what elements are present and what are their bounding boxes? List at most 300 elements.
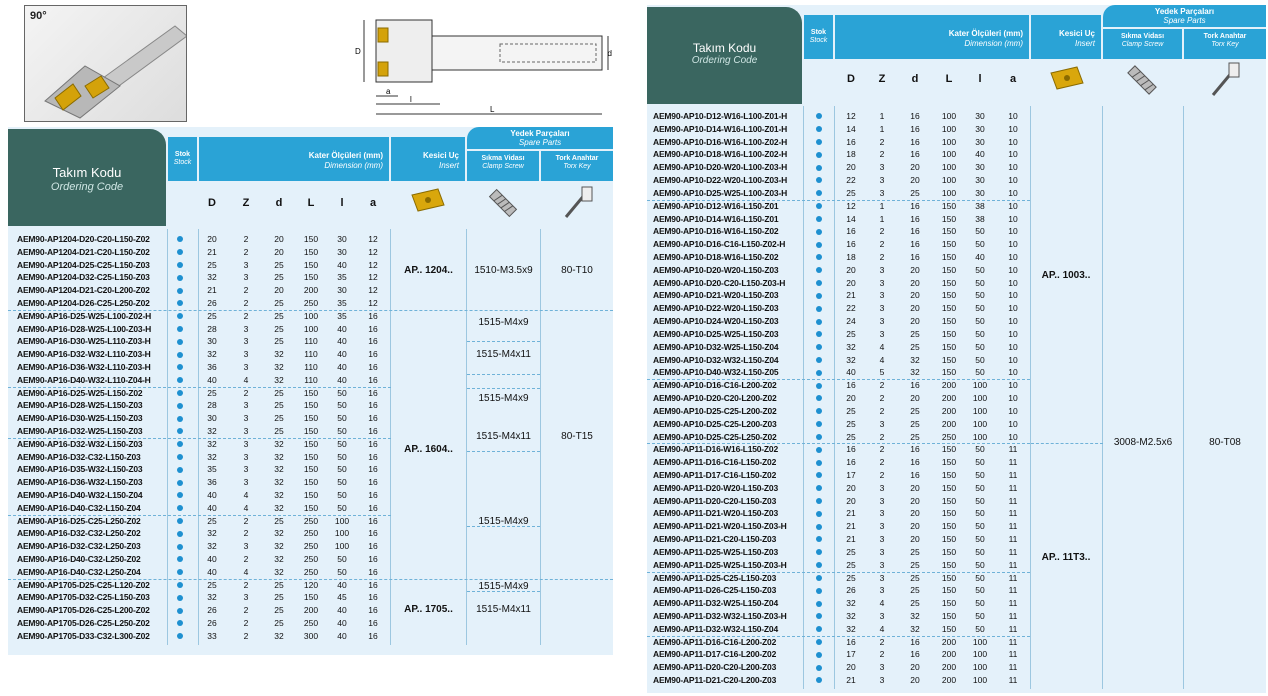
table-row bbox=[647, 302, 1030, 315]
table-row bbox=[8, 284, 391, 297]
dimension-value: 100 bbox=[941, 187, 957, 198]
dimension-value: 250 bbox=[303, 515, 319, 526]
dimension-value: 10 bbox=[1008, 162, 1018, 173]
group-separator bbox=[8, 387, 391, 388]
table-row bbox=[647, 431, 1030, 444]
dimension-value: 11 bbox=[1008, 521, 1018, 532]
dimension-value: 250 bbox=[303, 528, 319, 539]
table-row bbox=[8, 348, 391, 361]
dimension-value: 50 bbox=[975, 367, 985, 378]
dimension-header: Kater Ölçüleri (mm) Dimension (mm) bbox=[199, 137, 389, 181]
ordering-code: AEM90-AP11-D25-C25-L150-Z03 bbox=[653, 572, 777, 583]
dimension-value: 12 bbox=[368, 298, 378, 308]
dimension-value: 30 bbox=[975, 175, 985, 186]
table-row bbox=[647, 636, 1030, 649]
table-row bbox=[8, 361, 391, 374]
insert-separator bbox=[1031, 443, 1103, 444]
ordering-code: AEM90-AP10-D20-C20-L200-Z02 bbox=[653, 393, 777, 404]
dimension-value: 11 bbox=[1008, 534, 1018, 545]
dimension-value: 10 bbox=[1008, 341, 1018, 352]
dimension-value: 150 bbox=[941, 316, 957, 327]
dimension-value: 120 bbox=[303, 579, 319, 590]
dimension-value: 35 bbox=[207, 464, 217, 475]
dimension-value: 30 bbox=[975, 136, 985, 147]
ordering-code: AEM90-AP11-D20-C20-L200-Z03 bbox=[653, 662, 777, 673]
table-row bbox=[8, 463, 391, 476]
dimension-value: 50 bbox=[337, 490, 347, 500]
dimension-value: 50 bbox=[975, 572, 985, 583]
dimension-value: 25 bbox=[207, 579, 217, 590]
dimension-value: 16 bbox=[846, 380, 856, 391]
ordering-code: AEM90-AP11-D32-W25-L150-Z04 bbox=[653, 598, 778, 609]
ordering-code: AEM90-AP10-D20-W20-L150-Z03 bbox=[653, 264, 779, 275]
ordering-code: AEM90-AP11-D20-W20-L150-Z03 bbox=[653, 482, 778, 493]
dimension-value: 150 bbox=[941, 457, 957, 468]
ordering-code: AEM90-AP11-D26-C25-L150-Z03 bbox=[653, 585, 777, 596]
ordering-code: AEM90-AP11-D21-W20-L150-Z03 bbox=[653, 508, 778, 519]
dimension-value: 50 bbox=[975, 534, 985, 545]
stock-dot-icon bbox=[177, 249, 183, 255]
dimension-value: 20 bbox=[910, 534, 920, 545]
table-row bbox=[8, 310, 391, 323]
stock-dot-icon bbox=[816, 460, 822, 466]
stock-dot-icon bbox=[177, 262, 183, 268]
dimension-value: 150 bbox=[303, 259, 319, 270]
dimension-value: 35 bbox=[337, 310, 347, 321]
dimension-value: 28 bbox=[207, 323, 217, 334]
clamp-screw-code: 1510-M3.5x9 bbox=[474, 265, 533, 276]
stock-dot-icon bbox=[177, 518, 183, 524]
dimension-value: 16 bbox=[368, 579, 378, 590]
dimension-value: 16 bbox=[910, 149, 920, 160]
dimension-value: 30 bbox=[975, 187, 985, 198]
dimension-value: 20 bbox=[846, 482, 856, 493]
stock-dot-icon bbox=[816, 216, 822, 222]
clamp-screw-code: 1515-M4x9 bbox=[478, 393, 529, 404]
stock-dot-icon bbox=[177, 556, 183, 562]
dimension-value: 10 bbox=[1008, 367, 1018, 378]
stock-dot-icon bbox=[816, 331, 822, 337]
dimension-value: 22 bbox=[846, 303, 856, 314]
torx-key-code: 80-T10 bbox=[561, 265, 593, 276]
dimension-value: 2 bbox=[243, 554, 249, 564]
ordering-code: AEM90-AP10-D21-W20-L150-Z03 bbox=[653, 290, 779, 301]
dimension-value: 2 bbox=[243, 618, 249, 628]
dimension-value: 16 bbox=[910, 444, 920, 455]
dimension-value: 150 bbox=[941, 610, 957, 621]
insert-header: Kesici Uç Insert bbox=[1031, 15, 1101, 59]
stock-dot-icon bbox=[816, 344, 822, 350]
dimension-value: 150 bbox=[941, 213, 957, 224]
dimension-value: 25 bbox=[274, 413, 284, 424]
dimension-value: 32 bbox=[846, 623, 856, 634]
dimension-value: 3 bbox=[879, 610, 885, 621]
table-row bbox=[8, 476, 391, 489]
dimension-value: 3 bbox=[243, 464, 249, 475]
dimension-value: 16 bbox=[846, 636, 856, 647]
dimension-value: 17 bbox=[846, 469, 856, 480]
dimension-value: 20 bbox=[274, 234, 284, 244]
end-mill-illustration bbox=[25, 6, 187, 122]
dimension-value: 150 bbox=[941, 328, 957, 339]
ordering-code: AEM90-AP16-D32-W32-L110-Z03-H bbox=[17, 349, 151, 360]
dimension-value: 150 bbox=[941, 277, 957, 288]
ordering-code: AEM90-AP10-D20-C20-L150-Z03-H bbox=[653, 277, 786, 288]
stock-dot-icon bbox=[177, 595, 183, 601]
table-row bbox=[8, 579, 391, 592]
column-header-L: L bbox=[945, 73, 953, 85]
dimension-value: 33 bbox=[207, 630, 217, 641]
dimension-value: 25 bbox=[910, 546, 920, 557]
group-separator bbox=[8, 515, 391, 516]
dimension-value: 200 bbox=[941, 380, 957, 391]
dimension-value: 32 bbox=[274, 451, 284, 462]
stock-dot-icon bbox=[816, 562, 822, 568]
dimension-value: 30 bbox=[975, 162, 985, 173]
stock-dot-icon bbox=[177, 582, 183, 588]
dimension-value: 20 bbox=[910, 277, 920, 288]
dimension-value: 16 bbox=[910, 136, 920, 147]
dimension-value: 150 bbox=[941, 341, 957, 352]
dimension-value: 50 bbox=[975, 341, 985, 352]
clamp-screw-code: 1515-M4x11 bbox=[476, 431, 531, 443]
ordering-code: AEM90-AP16-D25-W25-L150-Z02 bbox=[17, 387, 143, 398]
dimension-value: 16 bbox=[368, 605, 378, 616]
group-separator bbox=[647, 636, 1030, 637]
dimension-value: 200 bbox=[941, 393, 957, 404]
group-separator bbox=[647, 443, 1030, 444]
dimension-value: 25 bbox=[207, 310, 217, 321]
table-row bbox=[8, 489, 391, 502]
dimension-value: 32 bbox=[910, 610, 920, 621]
dimension-value: 50 bbox=[337, 438, 347, 449]
dimension-value: 25 bbox=[274, 336, 284, 347]
dimension-value: 3 bbox=[879, 187, 885, 198]
dimension-value: 40 bbox=[337, 618, 347, 628]
ordering-code: AEM90-AP16-D32-W32-L150-Z03 bbox=[17, 438, 143, 449]
dimension-value: 150 bbox=[303, 502, 319, 513]
dimension-value: 25 bbox=[910, 431, 920, 442]
dimension-value: 32 bbox=[274, 349, 284, 360]
ordering-code-header: Takım Kodu Ordering Code bbox=[647, 7, 802, 104]
dimension-value: 10 bbox=[1008, 431, 1018, 442]
dimension-value: 32 bbox=[274, 438, 284, 449]
dimension-value: 50 bbox=[975, 546, 985, 557]
stock-dot-icon bbox=[816, 190, 822, 196]
dimension-value: 25 bbox=[274, 579, 284, 590]
dimension-value: 100 bbox=[941, 136, 957, 147]
dimension-value: 3 bbox=[879, 175, 885, 186]
table-row bbox=[8, 515, 391, 528]
dimension-value: 36 bbox=[207, 477, 217, 488]
dimension-value: 10 bbox=[1008, 303, 1018, 314]
stock-dot-icon bbox=[816, 113, 822, 119]
dimension-value: 45 bbox=[337, 592, 347, 603]
dimension-value: 16 bbox=[846, 444, 856, 455]
dimension-value: 40 bbox=[207, 502, 217, 513]
ordering-code: AEM90-AP11-D21-C20-L150-Z03 bbox=[653, 534, 777, 545]
table-row bbox=[8, 553, 391, 566]
dimension-value: 2 bbox=[243, 285, 249, 296]
ordering-code: AEM90-AP10-D22-W20-L150-Z03 bbox=[653, 303, 779, 314]
stock-dot-icon bbox=[816, 447, 822, 453]
dimension-value: 16 bbox=[910, 636, 920, 647]
ordering-code: AEM90-AP10-D14-W16-L150-Z01 bbox=[653, 213, 779, 224]
dimension-value: 150 bbox=[303, 246, 319, 257]
stock-dot-icon bbox=[816, 665, 822, 671]
dimension-value: 50 bbox=[975, 354, 985, 365]
dimension-value: 25 bbox=[846, 431, 856, 442]
dimension-value: 20 bbox=[207, 234, 217, 244]
dimension-value: 26 bbox=[207, 298, 217, 308]
ordering-code: AEM90-AP10-D12-W16-L150-Z01 bbox=[653, 200, 779, 211]
stock-dot-icon bbox=[177, 364, 183, 370]
column-header-Z: Z bbox=[242, 197, 250, 209]
insert-icon bbox=[1047, 65, 1087, 93]
dimension-value: 10 bbox=[1008, 354, 1018, 365]
stock-header: Stok Stock bbox=[804, 15, 833, 59]
table-row bbox=[647, 354, 1030, 367]
ordering-code: AEM90-AP1204-D21-C20-L150-Z02 bbox=[17, 246, 150, 257]
ordering-code: AEM90-AP11-D16-C16-L200-Z02 bbox=[653, 636, 777, 647]
dimension-value: 16 bbox=[368, 451, 378, 462]
stock-dot-icon bbox=[177, 326, 183, 332]
dimension-value: 25 bbox=[274, 298, 284, 308]
dimension-value: 200 bbox=[941, 649, 957, 660]
dimension-value: 2 bbox=[243, 579, 249, 590]
dimension-value: 32 bbox=[207, 349, 217, 360]
dimension-value: 16 bbox=[910, 239, 920, 250]
dimension-value: 11 bbox=[1008, 598, 1018, 609]
dimension-value: 20 bbox=[910, 662, 920, 673]
stock-dot-icon bbox=[177, 236, 183, 242]
dimension-value: 150 bbox=[941, 585, 957, 596]
ordering-code: AEM90-AP16-D40-C32-L250-Z04 bbox=[17, 566, 141, 577]
dimension-header: Kater Ölçüleri (mm) Dimension (mm) bbox=[835, 15, 1029, 59]
dimension-value: 16 bbox=[846, 226, 856, 237]
dimension-value: 3 bbox=[879, 264, 885, 275]
dimension-value: 2 bbox=[879, 457, 885, 468]
dimension-value: 4 bbox=[243, 490, 249, 500]
dimension-value: 150 bbox=[303, 426, 319, 436]
dimension-value: 5 bbox=[879, 367, 885, 378]
ordering-code: AEM90-AP16-D25-W25-L100-Z02-H bbox=[17, 310, 152, 321]
dimension-value: 11 bbox=[1008, 610, 1018, 621]
dimension-value: 32 bbox=[910, 623, 920, 634]
svg-text:L: L bbox=[490, 105, 495, 114]
ordering-code: AEM90-AP16-D40-W32-L150-Z04 bbox=[17, 490, 143, 500]
table-row bbox=[647, 559, 1030, 572]
dimension-value: 25 bbox=[846, 418, 856, 429]
ordering-code: AEM90-AP11-D25-W25-L150-Z03 bbox=[653, 546, 778, 557]
dimension-value: 10 bbox=[1008, 264, 1018, 275]
dimension-value: 32 bbox=[274, 502, 284, 513]
dimension-value: 150 bbox=[941, 303, 957, 314]
dimension-value: 18 bbox=[846, 149, 856, 160]
ordering-code: AEM90-AP16-D36-W32-L150-Z03 bbox=[17, 477, 143, 488]
tool-photo bbox=[24, 5, 187, 122]
dimension-value: 25 bbox=[846, 572, 856, 583]
dimension-value: 20 bbox=[910, 521, 920, 532]
ordering-code: AEM90-AP16-D36-W32-L110-Z03-H bbox=[17, 362, 151, 372]
dimension-value: 2 bbox=[879, 226, 885, 237]
dimension-value: 2 bbox=[243, 630, 249, 641]
insert-code: AP.. 1204.. bbox=[404, 265, 453, 276]
table-row bbox=[647, 315, 1030, 328]
dimension-value: 20 bbox=[910, 264, 920, 275]
dimension-value: 16 bbox=[910, 469, 920, 480]
dimension-value: 40 bbox=[337, 374, 347, 385]
dimension-value: 20 bbox=[846, 277, 856, 288]
table-row bbox=[8, 259, 391, 272]
ordering-code: AEM90-AP11-D25-W25-L150-Z03-H bbox=[653, 559, 787, 570]
dimension-value: 50 bbox=[337, 464, 347, 475]
ordering-code: AEM90-AP11-D32-W32-L150-Z04 bbox=[653, 623, 778, 634]
stock-dot-icon bbox=[177, 608, 183, 614]
ordering-code: AEM90-AP10-D32-W25-L150-Z04 bbox=[653, 341, 779, 352]
dimension-value: 40 bbox=[207, 490, 217, 500]
dimension-value: 100 bbox=[941, 149, 957, 160]
dimension-value: 3 bbox=[243, 592, 249, 603]
svg-text:D: D bbox=[355, 47, 361, 56]
dimension-value: 20 bbox=[846, 662, 856, 673]
dimension-value: 10 bbox=[1008, 380, 1018, 391]
ordering-code: AEM90-AP11-D16-W16-L150-Z02 bbox=[653, 444, 778, 455]
dimension-value: 16 bbox=[368, 566, 378, 577]
dimension-value: 250 bbox=[303, 554, 319, 564]
dimension-value: 150 bbox=[941, 367, 957, 378]
table-row bbox=[647, 469, 1030, 482]
dimension-value: 100 bbox=[972, 675, 988, 686]
table-row bbox=[8, 323, 391, 336]
dimension-value: 3 bbox=[879, 585, 885, 596]
dimension-value: 21 bbox=[846, 675, 856, 686]
insert-code: AP.. 1705.. bbox=[404, 604, 453, 616]
stock-dot-icon bbox=[816, 383, 822, 389]
table-row bbox=[8, 502, 391, 515]
stock-dot-icon bbox=[177, 544, 183, 550]
dimension-value: 40 bbox=[337, 349, 347, 360]
stock-dot-icon bbox=[816, 536, 822, 542]
dimension-value: 35 bbox=[337, 272, 347, 283]
torx-key-icon bbox=[1207, 61, 1243, 99]
table-row bbox=[647, 213, 1030, 226]
dimension-value: 20 bbox=[910, 303, 920, 314]
screw-separator bbox=[467, 451, 540, 452]
dimension-value: 150 bbox=[303, 413, 319, 424]
dimension-value: 150 bbox=[941, 546, 957, 557]
dimension-value: 100 bbox=[972, 418, 988, 429]
table-row bbox=[647, 392, 1030, 405]
dimension-value: 150 bbox=[941, 290, 957, 301]
dimension-value: 100 bbox=[941, 123, 957, 134]
dimension-value: 11 bbox=[1008, 649, 1018, 660]
dimension-value: 38 bbox=[975, 200, 985, 211]
table-row bbox=[647, 366, 1030, 379]
table-row bbox=[647, 648, 1030, 661]
stock-dot-icon bbox=[816, 524, 822, 530]
ordering-code: AEM90-AP10-D25-W25-L150-Z03 bbox=[653, 328, 779, 339]
dimension-value: 16 bbox=[368, 464, 378, 475]
dimension-value: 4 bbox=[243, 566, 249, 577]
ordering-code: AEM90-AP10-D16-C16-L150-Z02-H bbox=[653, 239, 786, 250]
dimension-value: 25 bbox=[274, 605, 284, 616]
table-row bbox=[8, 527, 391, 540]
dimension-value: 32 bbox=[207, 438, 217, 449]
stock-dot-icon bbox=[816, 152, 822, 158]
dimension-value: 32 bbox=[207, 541, 217, 552]
dimension-value: 4 bbox=[243, 502, 249, 513]
dimension-value: 26 bbox=[207, 618, 217, 628]
dimension-value: 16 bbox=[910, 649, 920, 660]
dimension-value: 32 bbox=[910, 354, 920, 365]
dimension-value: 2 bbox=[879, 431, 885, 442]
dimension-value: 200 bbox=[303, 285, 319, 296]
dimension-value: 20 bbox=[910, 508, 920, 519]
dimension-value: 10 bbox=[1008, 328, 1018, 339]
column-header-l: l bbox=[340, 197, 344, 209]
dimension-value: 3 bbox=[879, 675, 885, 686]
dimension-value: 16 bbox=[368, 336, 378, 347]
table-row bbox=[647, 161, 1030, 174]
dimension-value: 50 bbox=[975, 264, 985, 275]
dimension-value: 10 bbox=[1008, 200, 1018, 211]
table-row bbox=[647, 328, 1030, 341]
dimension-value: 150 bbox=[941, 534, 957, 545]
ordering-code: AEM90-AP10-D40-W32-L150-Z05 bbox=[653, 367, 779, 378]
dimension-value: 100 bbox=[334, 541, 350, 552]
stock-dot-icon bbox=[816, 652, 822, 658]
group-separator bbox=[8, 310, 613, 311]
stock-dot-icon bbox=[177, 390, 183, 396]
dimension-value: 40 bbox=[207, 374, 217, 385]
dimension-value: 2 bbox=[243, 528, 249, 539]
stock-dot-icon bbox=[816, 408, 822, 414]
stock-dot-icon bbox=[816, 613, 822, 619]
dimension-value: 20 bbox=[846, 162, 856, 173]
table-row bbox=[8, 630, 391, 643]
dimension-value: 11 bbox=[1008, 623, 1018, 634]
dimension-value: 3 bbox=[243, 259, 249, 270]
torx-key-header: Tork Anahtar Torx Key bbox=[541, 151, 613, 181]
dimension-value: 3 bbox=[879, 418, 885, 429]
dimension-value: 20 bbox=[910, 175, 920, 186]
dimension-value: 11 bbox=[1008, 457, 1018, 468]
insert-code: AP.. 11T3.. bbox=[1041, 552, 1091, 564]
svg-text:d: d bbox=[607, 49, 612, 58]
dimension-value: 3 bbox=[879, 521, 885, 532]
dimension-value: 32 bbox=[910, 367, 920, 378]
table-row bbox=[647, 623, 1030, 636]
dimension-value: 32 bbox=[274, 374, 284, 385]
table-row bbox=[8, 412, 391, 425]
clamp-screw-code: 1515-M4x11 bbox=[476, 604, 531, 616]
dimension-value: 3 bbox=[879, 495, 885, 506]
dimension-value: 21 bbox=[207, 246, 217, 257]
stock-dot-icon bbox=[816, 203, 822, 209]
dimension-value: 32 bbox=[207, 272, 217, 283]
column-header-L: L bbox=[307, 197, 315, 209]
dimension-value: 150 bbox=[941, 559, 957, 570]
dimension-value: 38 bbox=[975, 213, 985, 224]
dimension-value: 25 bbox=[274, 515, 284, 526]
dimension-value: 3 bbox=[243, 541, 249, 552]
stock-dot-icon bbox=[816, 267, 822, 273]
technical-drawing bbox=[350, 14, 612, 120]
ordering-code: AEM90-AP10-D25-C25-L200-Z03 bbox=[653, 418, 777, 429]
ordering-code: AEM90-AP16-D28-W25-L150-Z03 bbox=[17, 400, 143, 411]
dimension-value: 2 bbox=[879, 393, 885, 404]
